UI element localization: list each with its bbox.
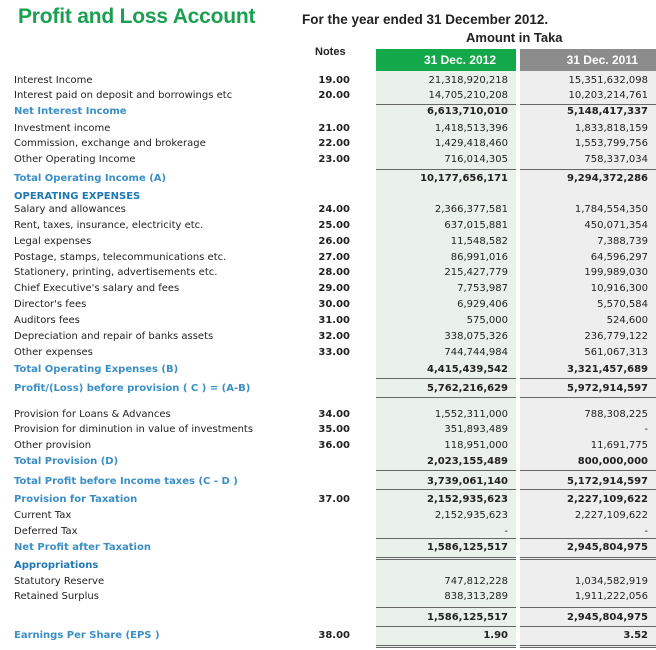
row-value-2011: 2,945,804,975 (567, 542, 648, 553)
row-value-2011: 3,321,457,689 (567, 364, 648, 375)
row-label: Other Operating Income (14, 154, 136, 165)
row-value-2011: 450,071,354 (584, 220, 648, 231)
row-directors-fees (0, 297, 656, 312)
row-value-2012: 1,586,125,517 (427, 542, 508, 553)
row-value-2012: 1,552,311,000 (434, 409, 508, 420)
row-deferred-tax (0, 524, 656, 539)
row-value-2012: 838,313,289 (444, 591, 508, 602)
row-value-2012: 3,739,061,140 (427, 476, 508, 487)
row-label: Salary and allowances (14, 204, 126, 215)
divider (376, 378, 516, 379)
row-value-2011: 1,553,799,756 (574, 138, 648, 149)
row-value-2011: 2,945,804,975 (567, 612, 648, 623)
row-value-2012: 7,753,987 (457, 283, 508, 294)
row-label: Net Interest Income (14, 106, 127, 117)
row-value-2011: 3.52 (623, 630, 648, 641)
row-current-tax (0, 508, 656, 523)
divider (520, 607, 656, 608)
row-stationery (0, 265, 656, 280)
row-other-provision (0, 438, 656, 453)
row-label: Investment income (14, 123, 111, 134)
row-note: 37.00 (318, 494, 350, 505)
row-label: Director's fees (14, 299, 87, 310)
row-value-2012: 2,152,935,623 (427, 494, 508, 505)
row-value-2012: 21,318,920,218 (428, 75, 508, 86)
divider (520, 169, 656, 170)
row-value-2012: 86,991,016 (450, 252, 508, 263)
row-value-2012: 351,893,489 (444, 424, 508, 435)
row-net-interest-income (0, 104, 656, 119)
row-note: 33.00 (318, 347, 350, 358)
row-value-2011: 5,148,417,337 (567, 106, 648, 117)
row-label: Profit/(Loss) before provision ( C ) = (A-B) (14, 383, 251, 394)
row-note: 30.00 (318, 299, 350, 310)
row-note: 34.00 (318, 409, 350, 420)
row-note: 28.00 (318, 267, 350, 278)
row-other-expenses (0, 345, 656, 360)
row-value-2011: - (644, 424, 648, 435)
row-profit-before-provision (0, 381, 656, 396)
row-statutory-reserve (0, 574, 656, 589)
row-value-2012: 14,705,210,208 (428, 90, 508, 101)
row-value-2011: 7,388,739 (597, 236, 648, 247)
row-value-2012: 575,000 (466, 315, 508, 326)
row-value-2012: 2,023,155,489 (427, 456, 508, 467)
row-value-2011: 2,227,109,622 (574, 510, 648, 521)
row-value-2011: 788,308,225 (584, 409, 648, 420)
row-value-2012: 5,762,216,629 (427, 383, 508, 394)
row-other-operating-income (0, 152, 656, 167)
divider (376, 626, 516, 627)
row-interest-income (0, 73, 656, 88)
row-label: Other expenses (14, 347, 93, 358)
row-value-2012: 1.90 (483, 630, 508, 641)
divider (376, 538, 516, 539)
row-label: Current Tax (14, 510, 72, 521)
row-value-2012: 1,429,418,460 (434, 138, 508, 149)
row-label: Retained Surplus (14, 591, 99, 602)
row-value-2012: 118,951,000 (444, 440, 508, 451)
row-value-2011: 1,833,818,159 (574, 123, 648, 134)
row-note: 21.00 (318, 123, 350, 134)
row-note: 23.00 (318, 154, 350, 165)
row-label: Earnings Per Share (EPS ) (14, 630, 160, 641)
row-value-2012: 6,929,406 (457, 299, 508, 310)
row-value-2011: 15,351,632,098 (568, 75, 648, 86)
row-label: Legal expenses (14, 236, 92, 247)
row-value-2012: 11,548,582 (450, 236, 508, 247)
row-label: Total Provision (D) (14, 456, 119, 467)
row-label: Total Profit before Income taxes (C - D ) (14, 476, 238, 487)
row-ceo-salary (0, 281, 656, 296)
row-note: 20.00 (318, 90, 350, 101)
section-heading: OPERATING EXPENSES (14, 191, 141, 202)
row-note: 36.00 (318, 440, 350, 451)
row-value-2012: 338,075,326 (444, 331, 508, 342)
divider (520, 626, 656, 627)
row-value-2011: 10,916,300 (590, 283, 648, 294)
row-value-2011: 561,067,313 (584, 347, 648, 358)
section-appropriations (0, 558, 656, 573)
row-total-operating-expenses (0, 362, 656, 377)
row-investment-income (0, 121, 656, 136)
row-total-operating-income (0, 171, 656, 186)
row-commission (0, 136, 656, 151)
row-label: Deferred Tax (14, 526, 78, 537)
column-header-2012: 31 Dec. 2012 (376, 49, 516, 71)
row-label: Provision for Loans & Advances (14, 409, 171, 420)
row-label: Provision for diminution in value of investments (14, 424, 254, 435)
divider (520, 378, 656, 379)
divider (520, 470, 656, 471)
row-note: 19.00 (318, 75, 350, 86)
row-label: Provision for Taxation (14, 494, 138, 505)
row-value-2011: 1,784,554,350 (574, 204, 648, 215)
row-auditors-fees (0, 313, 656, 328)
divider (376, 169, 516, 170)
row-label: Interest Income (14, 75, 93, 86)
row-net-profit (0, 540, 656, 555)
row-value-2012: 1,418,513,396 (434, 123, 508, 134)
row-note: 32.00 (318, 331, 350, 342)
row-note: 29.00 (318, 283, 350, 294)
row-value-2012: 716,014,305 (444, 154, 508, 165)
row-value-2011: 236,779,122 (584, 331, 648, 342)
row-note: 27.00 (318, 252, 350, 263)
divider (376, 397, 516, 398)
row-value-2011: 5,972,914,597 (567, 383, 648, 394)
divider (520, 489, 656, 490)
row-value-2012: 2,152,935,623 (434, 510, 508, 521)
row-value-2011: 9,294,372,286 (567, 173, 648, 184)
row-label: Other provision (14, 440, 92, 451)
row-value-2012: 747,812,228 (444, 576, 508, 587)
row-depreciation (0, 329, 656, 344)
row-appropriations-total (0, 610, 656, 625)
row-value-2012: 215,427,779 (444, 267, 508, 278)
row-label: Chief Executive's salary and fees (14, 283, 180, 294)
row-legal (0, 234, 656, 249)
row-profit-before-taxes (0, 474, 656, 489)
row-value-2012: 744,744,984 (444, 347, 508, 358)
row-rent (0, 218, 656, 233)
page-title: Profit and Loss Account (18, 5, 256, 28)
row-provision-diminution (0, 422, 656, 437)
row-value-2012: 2,366,377,581 (434, 204, 508, 215)
row-value-2012: 6,613,710,010 (427, 106, 508, 117)
divider (520, 397, 656, 398)
row-value-2011: - (644, 526, 648, 537)
row-label: Commission, exchange and brokerage (14, 138, 206, 149)
row-interest-paid (0, 88, 656, 103)
row-label: Rent, taxes, insurance, electricity etc. (14, 220, 204, 231)
row-label: Statutory Reserve (14, 576, 105, 587)
row-note: 35.00 (318, 424, 350, 435)
row-note: 24.00 (318, 204, 350, 215)
row-value-2011: 11,691,775 (590, 440, 648, 451)
row-value-2012: 4,415,439,542 (427, 364, 508, 375)
row-note: 22.00 (318, 138, 350, 149)
row-label: Depreciation and repair of banks assets (14, 331, 214, 342)
row-value-2011: 2,227,109,622 (567, 494, 648, 505)
row-note: 31.00 (318, 315, 350, 326)
divider (520, 538, 656, 539)
row-value-2011: 800,000,000 (577, 456, 648, 467)
row-label: Stationery, printing, advertisements etc. (14, 267, 218, 278)
row-note: 26.00 (318, 236, 350, 247)
row-value-2012: - (504, 526, 508, 537)
divider (376, 607, 516, 608)
row-value-2011: 758,337,034 (584, 154, 648, 165)
row-value-2011: 1,911,222,056 (574, 591, 648, 602)
row-provision-loans (0, 407, 656, 422)
row-label: Interest paid on deposit and borrowings etc (14, 90, 233, 101)
row-provision-taxation (0, 492, 656, 507)
period-subtitle: For the year ended 31 December 2012. (302, 12, 549, 27)
row-value-2011: 1,034,582,919 (574, 576, 648, 587)
row-label: Total Operating Income (A) (14, 173, 167, 184)
divider (376, 489, 516, 490)
double-divider (520, 645, 656, 648)
row-label: Net Profit after Taxation (14, 542, 151, 553)
row-value-2012: 637,015,881 (444, 220, 508, 231)
row-value-2011: 10,203,214,761 (568, 90, 648, 101)
row-eps (0, 628, 656, 643)
row-value-2011: 64,596,297 (590, 252, 648, 263)
amount-unit-label: Amount in Taka (466, 30, 563, 45)
row-total-provision (0, 454, 656, 469)
section-heading: Appropriations (14, 560, 99, 571)
row-retained-surplus (0, 589, 656, 604)
row-value-2011: 5,172,914,597 (567, 476, 648, 487)
notes-column-header: Notes (315, 46, 346, 58)
row-label: Auditors fees (14, 315, 80, 326)
row-note: 25.00 (318, 220, 350, 231)
double-divider (376, 645, 516, 648)
row-value-2011: 5,570,584 (597, 299, 648, 310)
column-header-2011: 31 Dec. 2011 (520, 49, 656, 71)
divider (376, 470, 516, 471)
row-value-2011: 524,600 (606, 315, 648, 326)
row-salary (0, 202, 656, 217)
row-value-2012: 1,586,125,517 (427, 612, 508, 623)
row-postage (0, 250, 656, 265)
row-note: 38.00 (318, 630, 350, 641)
row-value-2012: 10,177,656,171 (420, 173, 508, 184)
row-value-2011: 199,989,030 (584, 267, 648, 278)
row-label: Postage, stamps, telecommunications etc. (14, 252, 227, 263)
row-label: Total Operating Expenses (B) (14, 364, 179, 375)
